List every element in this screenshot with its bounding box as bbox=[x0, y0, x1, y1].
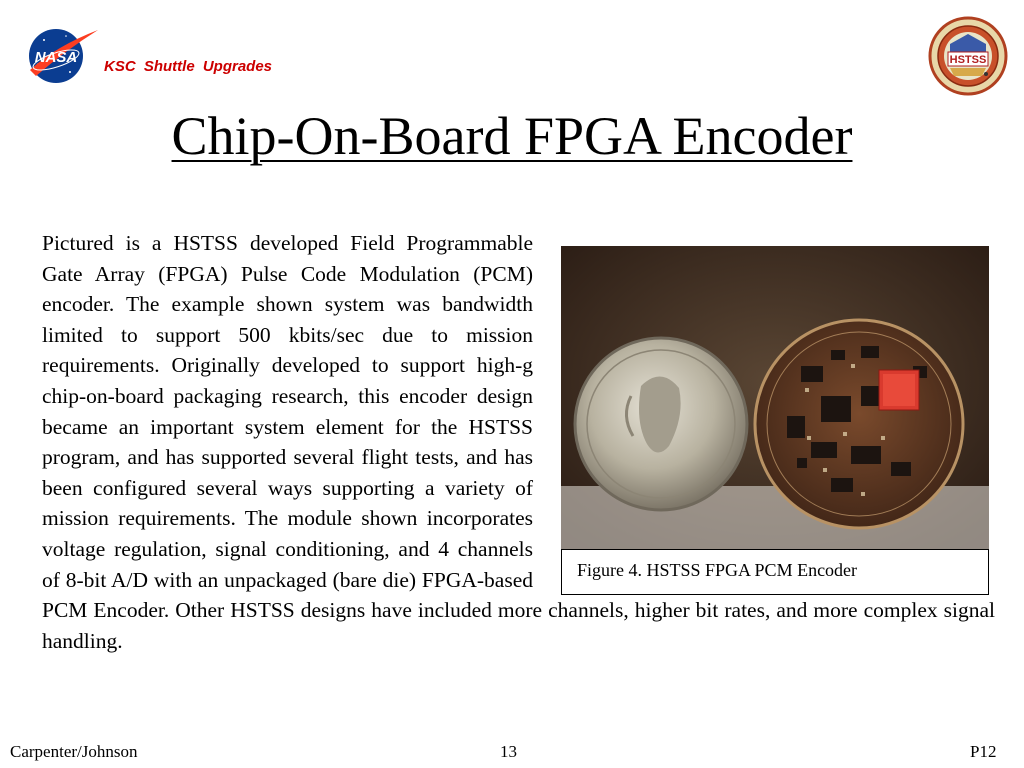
body-paragraph bbox=[42, 228, 995, 718]
body-text: Pictured is a HSTSS developed Field Programmable Gate Array (FPGA) Pulse Code Modulation (PCM) encoder. The example shown system was bandwidth limited to support 500 kbits/sec due to mission requirements. Originally developed to support high-g chip-on-board packaging research, this encoder design became an important system element for the HSTSS program, and has supported several flight tests, and has been configured several ways supporting a variety of mission requirements. The module shown incorporates voltage regulation, signal conditioning, and 4 channels of 8-bit A/D with an unpackaged (bare die) FPGA-based PCM Encoder. Other HSTSS designs have included more channels, higher bit rates, and more complex signal handling. bbox=[42, 231, 995, 653]
footer-page-code: P12 bbox=[970, 742, 997, 761]
footer-page-number: 13 bbox=[500, 742, 517, 761]
org-label: KSC Shuttle Upgrades bbox=[104, 58, 273, 75]
svg-text:NASA: NASA bbox=[34, 49, 78, 66]
figure-caption: Figure 4. HSTSS FPGA PCM Encoder bbox=[577, 560, 858, 580]
nasa-logo-icon bbox=[26, 26, 100, 86]
footer-authors: Carpenter/Johnson bbox=[10, 742, 138, 761]
svg-text:HSTSS: HSTSS bbox=[949, 54, 987, 66]
slide-title: Chip-On-Board FPGA Encoder bbox=[171, 106, 853, 166]
figure-float-spacer bbox=[533, 228, 995, 595]
hstss-logo-icon bbox=[928, 16, 1008, 96]
